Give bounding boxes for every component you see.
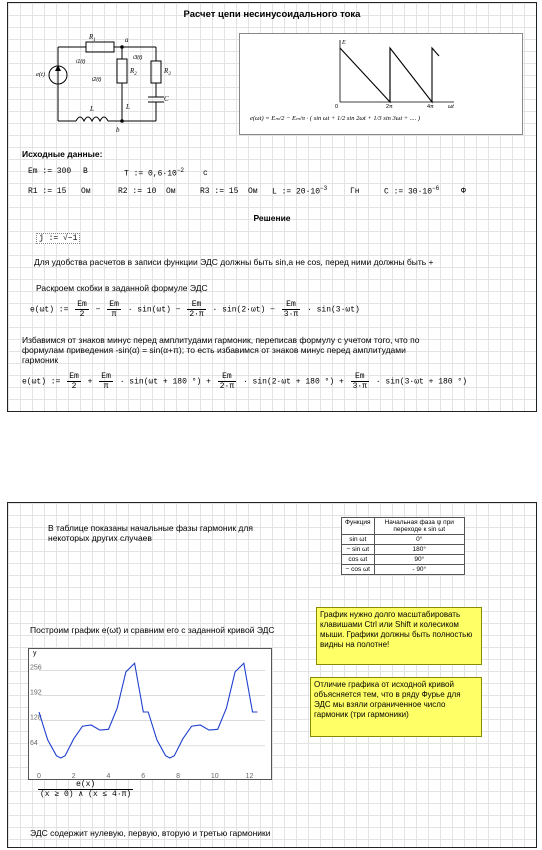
emf-equation-expanded[interactable]: e(ωt) := $\frac{Em}{2}$ − $\frac{Em}{\pi}$ · sin(ωt) − $\frac{Em}{2\cdot\pi}$ · sin(2·ωt) − $\frac{Em}{3\cdot\pi}$ · sin(3·ωt) bbox=[30, 300, 360, 319]
svg-text:i1(t): i1(t) bbox=[76, 59, 86, 65]
svg-text:i2(t): i2(t) bbox=[92, 77, 102, 83]
x-tick-label: 8 bbox=[176, 773, 180, 779]
param-capacitance-unit: Ф bbox=[461, 187, 466, 196]
x-tick-label: 6 bbox=[141, 773, 146, 779]
note-harmonics: ЭДС содержит нулевую, первую, вторую и третью гармоники bbox=[30, 828, 271, 838]
table-row: cos ωt 90° bbox=[342, 555, 465, 565]
param-em-unit: В bbox=[83, 167, 88, 176]
svg-text:R2: $R_2$ bbox=[130, 67, 137, 77]
resistor-r2 bbox=[117, 59, 127, 83]
table-header-phase: Начальная фаза ψ при переходе к sin ωt bbox=[374, 518, 465, 535]
worksheet-top bbox=[7, 2, 537, 412]
param-r1-unit: Ом bbox=[81, 187, 91, 196]
param-inductance-unit: Гн bbox=[350, 187, 360, 196]
j-definition[interactable]: j := √−1 bbox=[36, 233, 80, 244]
svg-text:E: E bbox=[342, 40, 346, 46]
svg-text:0: 0 bbox=[335, 104, 339, 108]
param-r2[interactable]: R2 := 10 bbox=[118, 187, 157, 196]
note-sin-plus: Для удобства расчетов в записи функции ЭДС должны быть sin,а не cos, перед ними должны быть + bbox=[34, 257, 434, 267]
y-tick-label: 192 bbox=[30, 689, 42, 697]
emf-equation-positive[interactable]: e(ωt) := $\frac{Em}{2}$ + $\frac{Em}{\pi}$ · sin(ωt + 180 °) + $\frac{Em}{2\cdot\pi}$ · sin(2·ωt + 180 °) + $\frac{Em}{3\cdot\pi}$ · sin(3·ωt + 180 °) bbox=[22, 372, 468, 391]
x-tick-label: 2 bbox=[71, 773, 76, 779]
emf-series-line bbox=[39, 663, 258, 758]
x-tick-label: 12 bbox=[245, 773, 254, 779]
y-tick-label: 128 bbox=[30, 714, 42, 722]
plot-canvas bbox=[29, 649, 271, 779]
param-r2-unit: Ом bbox=[166, 187, 176, 196]
svg-text:e(t): e(t) bbox=[36, 71, 46, 78]
solution-heading: Решение bbox=[253, 213, 291, 223]
note-reduction-formulas: Избавимся от знаков минус перед амплитудами гармоник, переписав формулу с учетом того, что по формулам приведения -sin(α) = sin(α+π); то есть избавимся от знаков минус перед амплитудами гармоник bbox=[22, 335, 420, 365]
param-r1[interactable]: R1 := 15 bbox=[28, 187, 67, 196]
svg-text:a: a bbox=[125, 36, 129, 44]
svg-text:b: b bbox=[116, 126, 120, 134]
table-row: − cos ωt - 90° bbox=[342, 565, 465, 575]
svg-text:i3(t): i3(t) bbox=[133, 55, 143, 61]
table-row: sin ωt 0° bbox=[342, 535, 465, 545]
table-header-row bbox=[342, 518, 465, 535]
param-inductance[interactable]: L := $20\cdot 10^{-3}$ bbox=[272, 185, 328, 197]
table-row: − sin ωt 180° bbox=[342, 545, 465, 555]
resistor-r1 bbox=[86, 42, 114, 52]
svg-text:4π: 4π bbox=[427, 104, 434, 108]
y-tick-label: 64 bbox=[30, 739, 38, 747]
resistor-r3 bbox=[151, 61, 161, 83]
input-data-heading: Исходные данные: bbox=[22, 149, 103, 159]
emf-graph-panel bbox=[239, 33, 523, 135]
svg-text:R3: $R_3$ bbox=[164, 67, 171, 77]
x-tick-label: 4 bbox=[106, 773, 111, 779]
yellow-note-difference: Отличие графика от исходной кривой объясняется тем, что в ряду Фурье для ЭДС мы взяли ограниченное число гармоник (три гармоники) bbox=[310, 677, 482, 737]
svg-text:2π: 2π bbox=[386, 104, 393, 108]
x-tick-label: 10 bbox=[210, 773, 219, 779]
svg-text:L: L bbox=[126, 103, 130, 111]
sawtooth-graph bbox=[240, 34, 522, 108]
note-table-intro: В таблице показаны начальные фазы гармоник для некоторых других случаев bbox=[48, 523, 253, 543]
phase-table bbox=[341, 517, 465, 575]
table-header-function: Функция bbox=[342, 518, 375, 535]
note-plot-intro: Построим график e(ωt) и сравним его с заданной кривой ЭДС bbox=[30, 625, 275, 635]
worksheet-bottom bbox=[7, 502, 537, 848]
svg-text:ωt: ωt bbox=[448, 104, 454, 108]
param-em[interactable]: Em := 300 bbox=[28, 167, 72, 176]
x-tick-label: 0 bbox=[37, 773, 41, 779]
emf-series-formula: e(ωt) = Eₘ/2 − Eₘ/π · ( sin ωt + 1/2 sin 2ωt + 1/3 sin 3ωt + .... ) bbox=[250, 115, 421, 122]
param-period[interactable]: T := $0,6\cdot 10^{-2}$ bbox=[124, 167, 185, 179]
plot-y-label: y bbox=[33, 650, 37, 657]
circuit-diagram bbox=[36, 29, 176, 137]
note-expand-brackets: Раскроем скобки в заданной формуле ЭДС bbox=[36, 283, 208, 293]
svg-text:L: L bbox=[90, 105, 94, 113]
param-r3-unit: Ом bbox=[248, 187, 258, 196]
param-period-unit: с bbox=[203, 169, 208, 178]
page-title: Расчет цепи несинусоидального тока bbox=[183, 9, 361, 20]
param-capacitance[interactable]: C := $30\cdot 10^{-6}$ bbox=[384, 185, 440, 197]
yellow-note-scaling: График нужно долго масштабировать клавишами Ctrl или Shift и колесиком мыши. Графики должны быть полностью видны на полотне! bbox=[316, 607, 482, 665]
plot-x-expression[interactable]: $\frac{e(x)}{(x \ge 0) \wedge (x \le 4\cdot\pi)}$ bbox=[40, 780, 132, 799]
y-tick-label: 256 bbox=[30, 664, 42, 672]
emf-plot[interactable] bbox=[28, 648, 272, 780]
param-r3[interactable]: R3 := 15 bbox=[200, 187, 239, 196]
svg-text:R1: $R_1$ bbox=[89, 33, 96, 43]
svg-text:C: C bbox=[164, 95, 169, 103]
